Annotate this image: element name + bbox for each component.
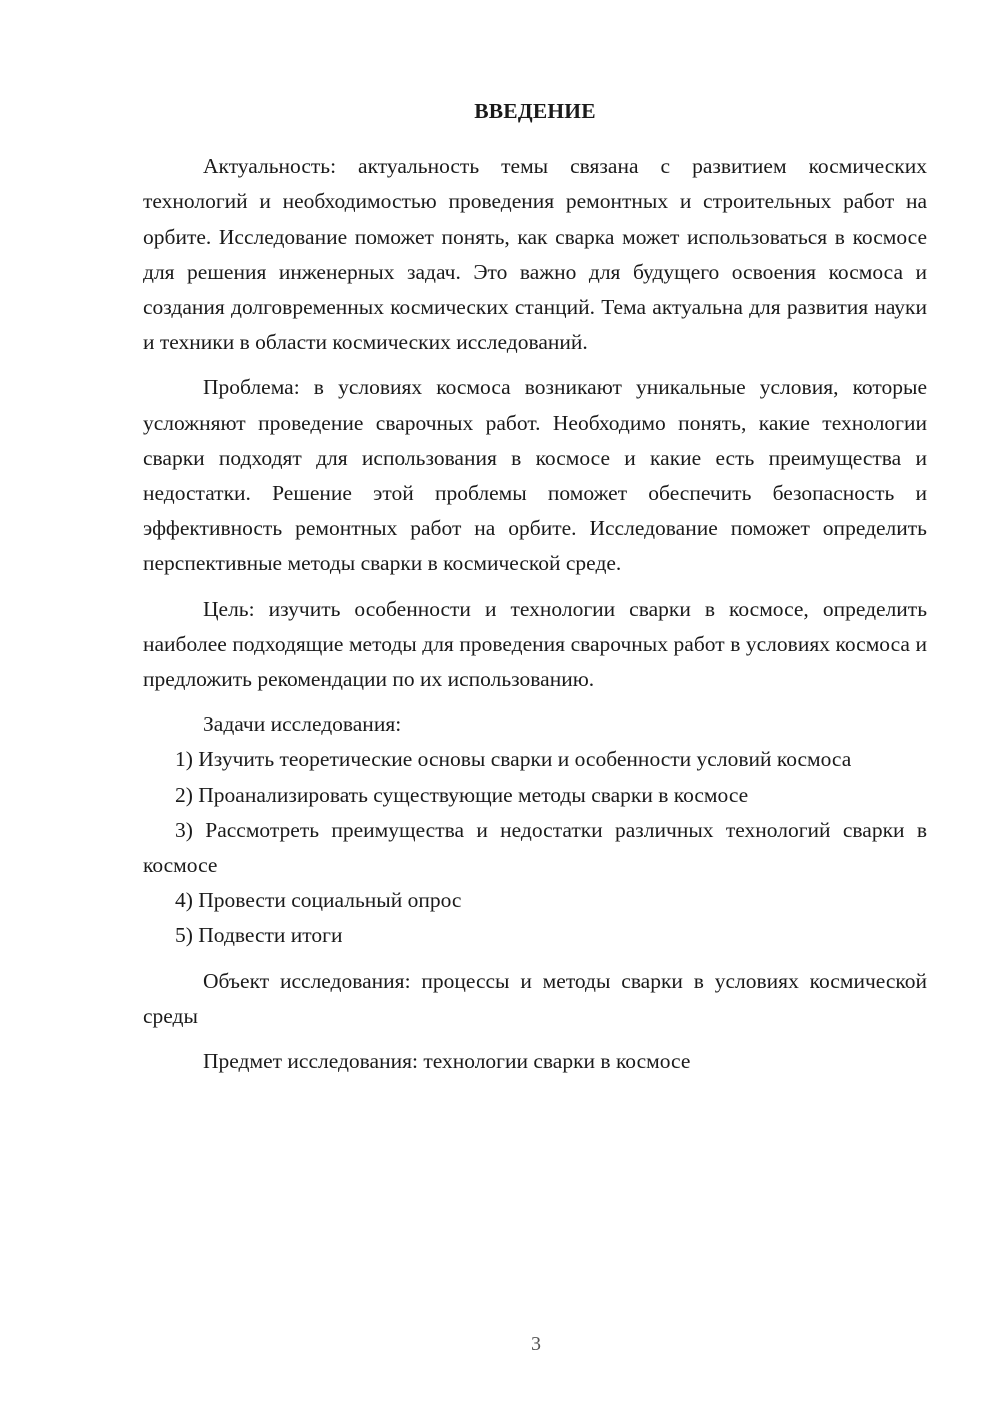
paragraph-goal: Цель: изучить особенности и технологии сварки в космосе, определить наиболее подходящие методы для проведения сварочных работ в условиях космоса и предложить рекомендации по их использованию. [143, 596, 927, 692]
paragraph-object: Объект исследования: процессы и методы сварки в условиях космической среды [143, 968, 927, 1028]
task-item-3: 3) Рассмотреть преимущества и недостатки различных технологий сварки в космосе [143, 817, 927, 878]
task-item-4: 4) Провести социальный опрос [175, 888, 462, 913]
paragraph-subject: Предмет исследования: технологии сварки в космосе [203, 1049, 691, 1074]
paragraph-problem: Проблема: в условиях космоса возникают уникальные условия, которые усложняют проведение сварочных работ. Необходимо понять, какие технологии сварки подходят для использования в космосе и какие есть преимущества и недостатки. Решение этой проблемы поможет обеспечить безопасность и эффективность ремонтных работ на орбите. Исследование поможет определить перспективные методы сварки в космической среде. [143, 375, 927, 576]
page-number: 3 [531, 1333, 541, 1355]
task-item-5: 5) Подвести итоги [175, 923, 343, 948]
task-item-1: 1) Изучить теоретические основы сварки и особенности условий космоса [175, 747, 852, 772]
page-content [143, 94, 927, 1079]
section-heading: ВВЕДЕНИЕ [474, 99, 596, 123]
tasks-heading: Задачи исследования: [203, 712, 402, 737]
task-item-2: 2) Проанализировать существующие методы сварки в космосе [175, 782, 749, 807]
paragraph-relevance: Актуальность: актуальность темы связана с развитием космических технологий и необходимостью проведения ремонтных и строительных работ на орбите. Исследование поможет понять, как сварка может использоваться в космосе для решения инженерных задач. Это важно для будущего освоения космоса и создания долговременных космических станций. Тема актуальна для развития науки и техники в области космических исследований. [143, 154, 927, 355]
